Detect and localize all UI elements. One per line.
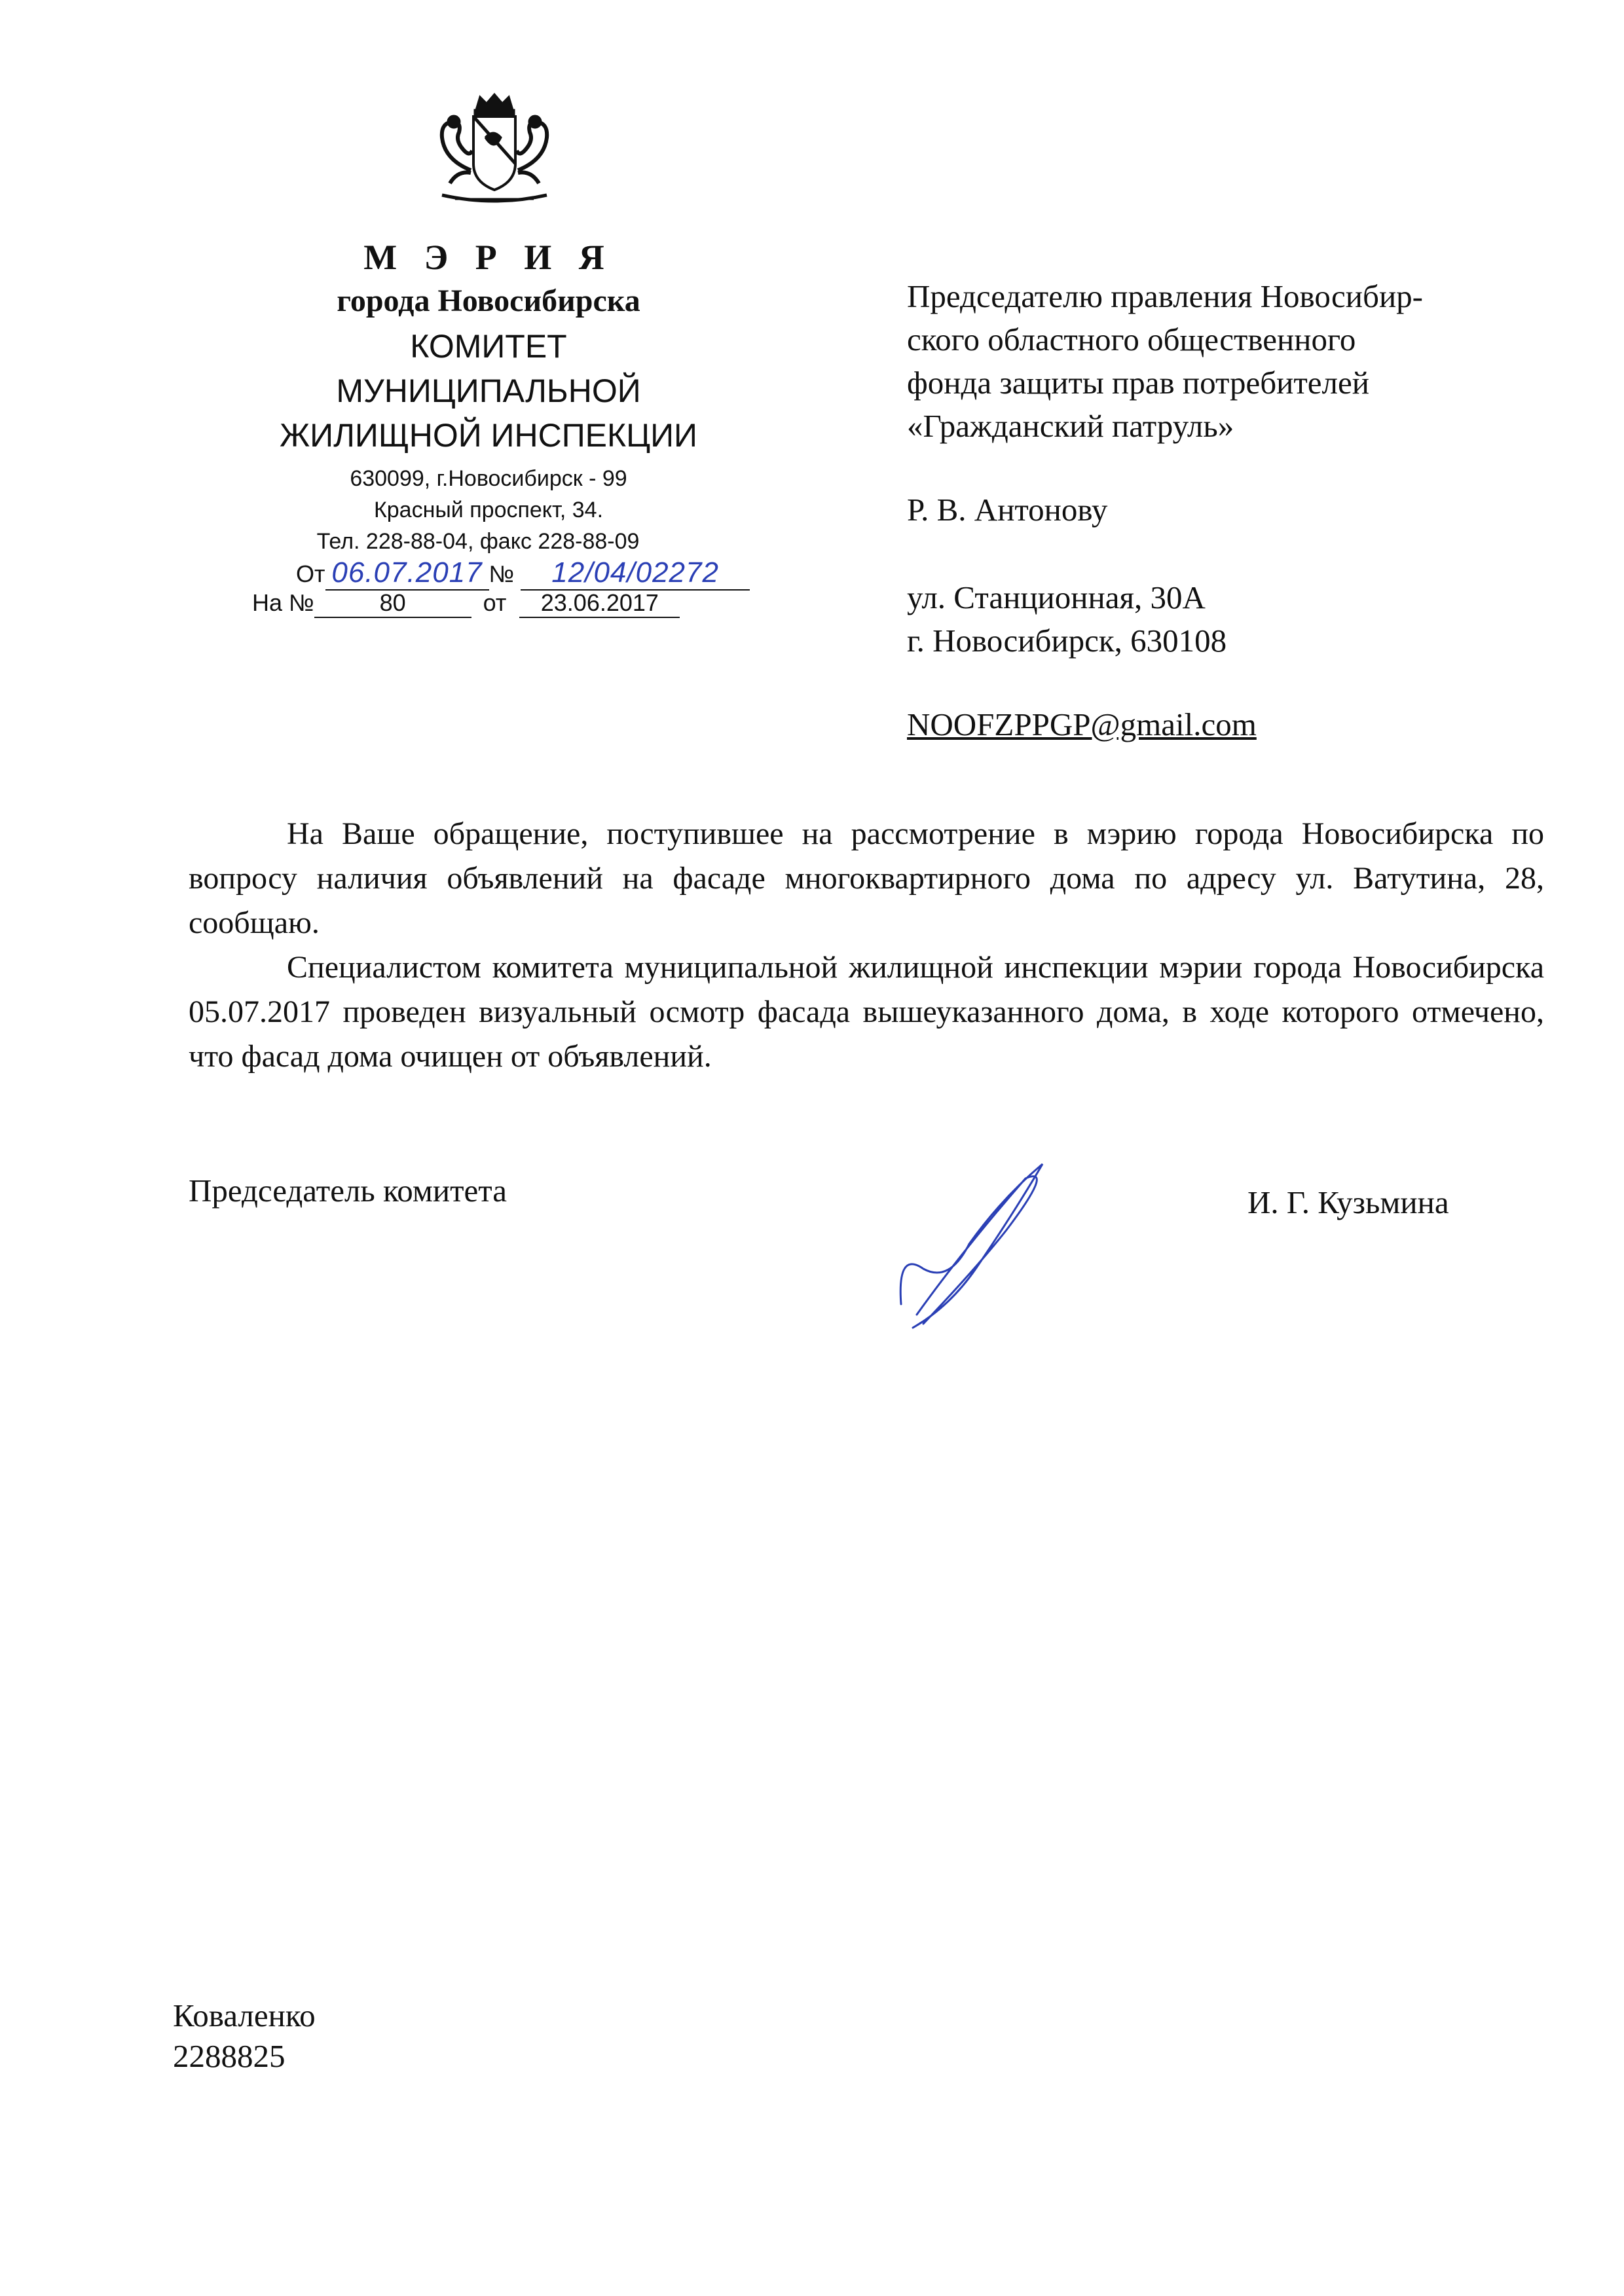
outgoing-number: 12/04/02272 (521, 556, 750, 591)
from-label: От (296, 560, 325, 587)
address-line-2: Красный проспект, 34. (373, 498, 604, 522)
body-paragraph-2: Специалистом комитета муниципальной жилищной инспекции мэрии города Новосибирска 05.07.2017 проведен визуальный осмотр фасада вышеуказанного дома, в ходе которого отмечено, что фасад дома очищен от объявлений. (189, 950, 1544, 1074)
letter-body (189, 812, 1544, 1079)
committee-line-1: КОМИТЕТ (410, 328, 567, 365)
ref-from-label: от (483, 589, 507, 616)
signatory-name: И. Г. Кузьмина (1247, 1184, 1449, 1220)
mayor-office-title: М Э Р И Я (363, 238, 614, 277)
addressee-email-link[interactable]: NOOFZPPGP@gmail.com (907, 706, 1257, 742)
addressee-line-3: фонда защиты прав потребителей (907, 365, 1369, 401)
ref-label: На № (252, 589, 314, 616)
addressee-line-1: Председателю правления Новосибир- (907, 278, 1423, 314)
number-label: № (489, 560, 515, 587)
city-name: города Новосибирска (337, 283, 640, 318)
addressee-line-4: «Гражданский патруль» (907, 408, 1234, 444)
ref-number: 80 (314, 589, 471, 618)
outgoing-registration (296, 556, 750, 591)
from-date: 06.07.2017 (325, 556, 489, 591)
ref-date: 23.06.2017 (519, 589, 680, 618)
executor-phone: 2288825 (173, 2038, 286, 2074)
addressee-name: Р. В. Антонову (907, 492, 1108, 528)
addressee-city: г. Новосибирск, 630108 (907, 623, 1227, 659)
committee-line-2: МУНИЦИПАЛЬНОЙ (336, 373, 641, 409)
phone-fax-line: Тел. 228-88-04, факс 228-88-09 (316, 529, 640, 554)
address-line-1: 630099, г.Новосибирск - 99 (350, 466, 627, 491)
committee-line-3: ЖИЛИЩНОЙ ИНСПЕКЦИИ (280, 417, 697, 454)
addressee-line-2: ского областного общественного (907, 321, 1356, 357)
handwritten-signature (877, 1152, 1087, 1342)
incoming-reference (252, 589, 680, 618)
executor-name: Коваленко (173, 1997, 316, 2033)
coat-of-arms-icon (416, 92, 573, 206)
body-paragraph-1: На Ваше обращение, поступившее на рассмотрение в мэрию города Новосибирска по вопросу наличия объявлений на фасаде многоквартирного дома по адресу ул. Ватутина, 28, сообщаю. (189, 816, 1544, 940)
addressee-street: ул. Станционная, 30А (907, 579, 1206, 615)
signatory-position: Председатель комитета (189, 1173, 507, 1209)
